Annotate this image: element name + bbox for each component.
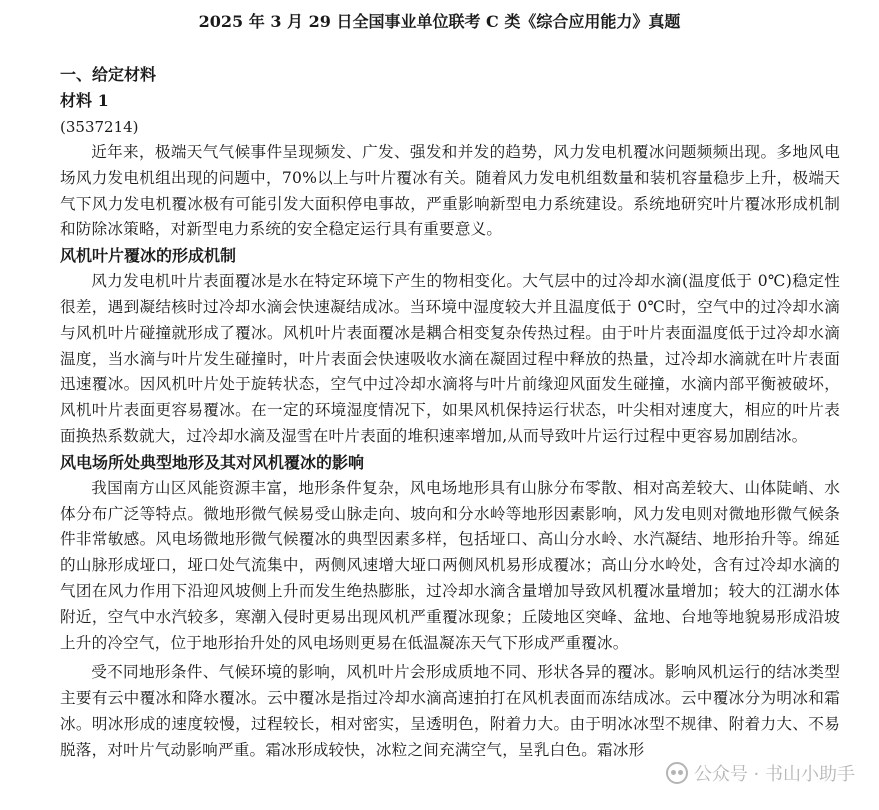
subheading-formation: 风机叶片覆冰的形成机制 (60, 246, 237, 266)
paragraph-intro: 近年来，极端天气气候事件呈现频发、广发、强发和并发的趋势，风力发电机覆冰问题频频出现。多地风电场风力发电机组出现的问题中，70%以上与叶片覆冰有关。随着风力发电机组数量和装机容量稳步上升，极端天气下风力发电机覆冰极有可能引发大面积停电事故，严重影响新型电力系统建设。系统地研究叶片覆冰形成机制和防除冰策略，对新型电力系统的安全稳定运行具有重要意义。 (60, 143, 840, 239)
section-heading: 一、给定材料 (60, 65, 157, 84)
watermark-text: 公众号 · 书山小助手 (693, 764, 855, 785)
paragraph-ice-types: 受不同地形条件、气候环境的影响，风机叶片会形成质地不同、形状各异的覆冰。影响风机运行的结冰类型主要有云中覆冰和降水覆冰。云中覆冰是指过冷却水滴高速拍打在风机表面而冻结成冰。云中覆冰分为明冰和霜冰。明冰形成的速度较慢，过程较长，相对密实，呈透明色，附着力大。由于明冰冰型不规律、附着力大、不易脱落，对叶片气动影响严重。霜冰形成较快，冰粒之间充满空气，呈乳白色。霜冰形 (60, 663, 840, 759)
subheading-terrain: 风电场所处典型地形及其对风机覆冰的影响 (60, 452, 365, 472)
document-title: 2025 年 3 月 29 日全国事业单位联考 C 类《综合应用能力》真题 (198, 12, 681, 31)
document-body (60, 62, 840, 764)
paragraph-terrain: 我国南方山区风能资源丰富，地形条件复杂，风电场地形具有山脉分布零散、相对高差较大、山体陡峭、水体分布广泛等特点。微地形微气候易受山脉走向、坡向和分水岭等地形因素影响，风力发电则对微地形微气候条件非常敏感。风电场微地形微气候覆冰的典型因素多样，包括垭口、高山分水岭、水汽凝结、地形抬升等。绵延的山脉形成垭口，垭口处气流集中，两侧风速增大垭口两侧风机易形成覆冰；高山分水岭处，含有过冷却水滴的气团在风力作用下沿迎风坡侧上升而发生绝热膨胀，过冷却水滴含量增加导致风机覆冰量增加；较大的江湖水体附近，空气中水汽较多，寒潮入侵时更易出现风机严重覆冰现象；丘陵地区突峰、盆地、台地等地貌易形成沿坡上升的冷空气，位于地形抬升处的风电场则更易在低温凝冻天气下形成严重覆冰。 (60, 478, 840, 652)
paragraph-formation: 风力发电机叶片表面覆冰是水在特定环境下产生的物相变化。大气层中的过冷却水滴(温度低于 0℃)稳定性很差，遇到凝结核时过冷却水滴会快速凝结成冰。当环境中湿度较大并且温度低于 0℃时，空气中的过冷却水滴与风机叶片碰撞就形成了覆冰。风机叶片表面覆冰是耦合相变复杂传热过程。由于叶片表面温度低于过冷却水滴温度，当水滴与叶片发生碰撞时，叶片表面会快速吸收水滴在凝固过程中释放的热量，过冷却水滴就在叶片表面迅速覆冰。因风机叶片处于旋转状态，空气中过冷却水滴将与叶片前缘迎风面发生碰撞，水滴内部平衡被破坏，风机叶片表面更容易覆冰。在一定的环境湿度情况下，如果风机保持运行状态，叶尖相对速度大，相应的叶片表面换热系数就大，过冷却水滴及湿雪在叶片表面的堆积速率增加,从而导致叶片运行过程中更容易加剧结冰。 (60, 272, 840, 445)
material-code: (3537214) (60, 118, 139, 136)
material-label: 材料 1 (60, 91, 109, 110)
wechat-icon (666, 762, 688, 784)
watermark (666, 760, 855, 786)
